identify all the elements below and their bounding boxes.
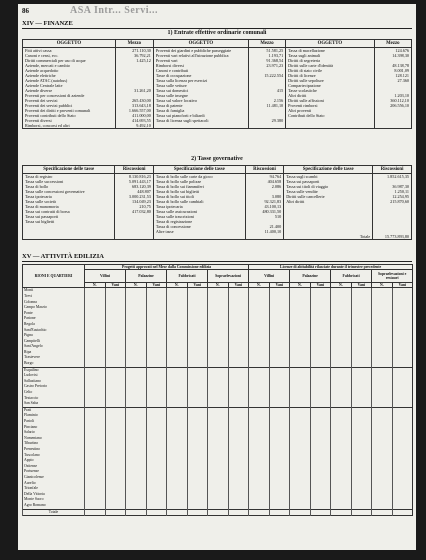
item-label: Compartecipazione [286, 83, 374, 88]
item-label: Tassa di manomorta [23, 204, 115, 209]
item-value [374, 123, 411, 129]
rione-name: Sant'Angelo [23, 344, 85, 350]
item-label: Tassa sulla licenza per esercizi [153, 78, 248, 83]
rione-name: Campitelli [23, 339, 85, 345]
item-label: Tassa di bollo sulle carte da gioco [153, 174, 245, 180]
rione-name: Portuense [23, 469, 85, 475]
item-label: Tassa sui contratti di borsa [23, 209, 115, 214]
column-header: Specificazione delle tasse [153, 166, 245, 174]
item-value: 448.807 [115, 189, 153, 194]
rione-name: Campo Marzio [23, 305, 85, 311]
item-value: 48.138,78 [374, 63, 411, 68]
item-value: 134.049,23 [115, 199, 153, 204]
item-label: Tassa di bollo [23, 184, 115, 189]
rione-name: Monti [23, 288, 85, 294]
item-value: 12.254,95 [373, 194, 412, 199]
column-header: Riscossioni [373, 166, 412, 174]
item-value: 14.398,30 [374, 53, 411, 58]
item-value: 94.764 [245, 174, 283, 180]
item-label: Tassa sugli animali [286, 53, 374, 58]
item-value: 480.331,50 [245, 209, 283, 214]
empty-cell [153, 234, 245, 240]
type-header: Fabbricati [167, 270, 208, 283]
item-value: 1.852.615,35 [373, 174, 412, 180]
item-value [248, 123, 285, 129]
rione-name: Pigna [23, 333, 85, 339]
item-label: Rimborsi diversi [153, 63, 248, 68]
type-header: Villini [249, 270, 290, 283]
rione-name: Prenestino [23, 447, 85, 453]
finance-table [22, 39, 412, 129]
rione-name: Gianicolense [23, 475, 85, 481]
total-cell [372, 509, 393, 516]
rione-name: Parione [23, 316, 85, 322]
item-label: Tassa sui titoli di viaggio [284, 184, 373, 189]
total-cell [290, 509, 311, 516]
item-label: Aziende acquedotto [23, 68, 116, 73]
rione-name: Flaminio [23, 413, 85, 419]
total-cell [208, 509, 229, 516]
rione-name: Celio [23, 390, 85, 396]
rione-name: Agro Romano [23, 503, 85, 509]
document-page [18, 4, 416, 550]
type-header: Palazzine [126, 270, 167, 283]
rione-name: San Saba [23, 401, 85, 407]
item-value: 23.971,23 [248, 63, 285, 68]
item-label: Tassa sulle assicurazioni [153, 209, 245, 214]
total-label: Totale [284, 234, 373, 240]
item-label: Tassa sulle successioni [23, 179, 115, 184]
item-label: Tassa sul valore locativo [153, 98, 248, 103]
item-label: Tassa sulle insegne [153, 93, 248, 98]
column-header: OGGETTO [23, 40, 116, 48]
total-cell [331, 509, 352, 516]
item-value: 1.250,11 [373, 189, 412, 194]
item-label [153, 123, 248, 129]
n-header: N. [208, 283, 229, 288]
item-value: 3.080 [245, 194, 283, 199]
item-label: Fitti attivi cassa [23, 48, 116, 54]
watermark: ASA Intr... Servi... [70, 5, 158, 16]
item-value: 51.581,25 [248, 48, 285, 54]
item-label: Proventi rimborsi [286, 103, 374, 108]
n-header: N. [167, 283, 188, 288]
section-rule [22, 261, 412, 262]
item-value: 27.360 [374, 78, 411, 83]
type-header: Palazzine [290, 270, 331, 283]
total-label: Totale [23, 509, 85, 516]
item-value: 15.222.554 [248, 73, 285, 78]
item-value: 43.100,13 [245, 204, 283, 209]
item-label: Tasse scolastiche [286, 88, 374, 93]
item-value: 210,75 [115, 204, 153, 209]
item-label: Diritti sulle affissioni [286, 98, 374, 103]
item-label: Aziende Centrale latte [23, 83, 116, 88]
item-value: 1.425,12 [115, 58, 153, 63]
rione-name: Salario [23, 430, 85, 436]
type-header: Villini [85, 270, 126, 283]
rione-name: Appio [23, 458, 85, 464]
total-cell [126, 509, 147, 516]
item-label: Aziende, mercati e cambio [23, 63, 116, 68]
vani-header: Vani [310, 283, 331, 288]
item-label: Tassa di bollo sulle cambiali [153, 199, 245, 204]
rione-name: Della Vittoria [23, 492, 85, 498]
header-row [23, 40, 412, 48]
n-header: N. [85, 283, 106, 288]
rione-name: Sant'Eustachio [23, 328, 85, 334]
empty-cell [23, 234, 115, 240]
item-value: 8.001,09 [374, 68, 411, 73]
vani-header: Vani [105, 283, 126, 288]
item-value: 3.000.231,53 [115, 194, 153, 199]
building-table [22, 264, 413, 516]
rione-name: Pinciano [23, 425, 85, 431]
rione-name: Nomentano [23, 436, 85, 442]
rione-name: Trevi [23, 294, 85, 300]
rione-name: Testaccio [23, 396, 85, 402]
rioni-header: RIONI E QUARTIERI [23, 265, 85, 288]
rione-name: Ripa [23, 350, 85, 356]
item-label: Tassa sulle vetture [153, 83, 248, 88]
section-title-building: XV — ATTIVITÀ EDILIZIA [22, 253, 104, 260]
total-cell [85, 509, 106, 516]
rione-name: Tiburtino [23, 441, 85, 447]
item-value: 414.693,55 [115, 118, 153, 123]
item-label: Proventi dei servizi pubblici [23, 103, 116, 108]
item-value: 11.400,10 [245, 229, 283, 234]
column-header: Mezzo [374, 40, 411, 48]
column-header: Mezzo [115, 40, 153, 48]
item-label: Proventi contributi dello Stato [23, 113, 116, 118]
item-label: Altre tasse [153, 229, 245, 234]
item-label: Tassa di registrazione [153, 219, 245, 224]
item-value: 91.368,54 [248, 58, 285, 63]
page-header [22, 6, 410, 18]
item-label: Contributi dello Stato [286, 113, 374, 118]
total-value: 15.773.893,80 [373, 234, 412, 240]
rione-name: Sallustiano [23, 379, 85, 385]
item-value: 271.110,30 [115, 48, 153, 54]
item-label: Tassa sui biglietti [23, 219, 115, 224]
item-value: 404.658 [245, 179, 283, 184]
item-label: Diritti di stato civile [286, 68, 374, 73]
rione-name: Trastevere [23, 355, 85, 361]
vani-header: Vani [392, 283, 413, 288]
item-label: Proventi dei diritti e proventi comunali [23, 108, 116, 113]
n-header: N. [290, 283, 311, 288]
rione-name: Trionfale [23, 486, 85, 492]
group-header-projects: Progetti approvati nel Mese dalla Commissione edilizia [85, 265, 249, 270]
finance-subtitle: 1) Entrate effettive ordinarie comunali [167, 30, 267, 36]
total-cell [146, 509, 167, 516]
total-cell [269, 509, 290, 516]
rione-name: Prati [23, 407, 85, 413]
item-label: Proventi per concessioni di aziende [23, 93, 116, 98]
item-label: Aziende ATAC (autobus) [23, 78, 116, 83]
page-number: 86 [22, 7, 29, 15]
item-value: 11.481,10 [248, 103, 285, 108]
item-value: 92.321,83 [245, 199, 283, 204]
item-label: Tassa sulle trascrizioni [153, 214, 245, 219]
rione-name: Aurelio [23, 481, 85, 487]
empty-cell [115, 234, 153, 240]
item-label: Diritti di licenze [286, 73, 374, 78]
item-value: 5.091.443,17 [115, 179, 153, 184]
column-header: Specificazione delle tasse [284, 166, 373, 174]
item-label: Diritti commerciali per uso di acque [23, 58, 116, 63]
item-label: Proventi dei giardini e pubbliche passeggiate [153, 48, 248, 54]
column-header: Mezzo [248, 40, 285, 48]
n-header: N. [372, 283, 393, 288]
item-value: 265.430,00 [115, 98, 153, 103]
item-label: Tassa sulle concessioni governative [23, 189, 115, 194]
empty-cell [245, 234, 283, 240]
taxes-table [22, 165, 412, 240]
item-label: Diritti sulle cancellerie [284, 194, 373, 199]
item-label: Canoni e censi, ecc. [23, 53, 116, 58]
item-label: Aziende diverse [23, 88, 116, 93]
item-value: 1.193,71 [248, 53, 285, 58]
column-header: Riscossioni [115, 166, 153, 174]
item-label: Tassa di bollo sui fiammiferi [153, 184, 245, 189]
item-label: Canoni e contributi [153, 68, 248, 73]
item-value: 2.086 [245, 184, 283, 189]
item-label: Altri diritti [284, 199, 373, 204]
total-cell [105, 509, 126, 516]
total-row [23, 509, 413, 516]
item-value: 9.492,10 [115, 123, 153, 129]
column-header: Specificazione delle tasse [23, 166, 115, 174]
item-value: 1.666.557,00 [115, 108, 153, 113]
item-label: Tassa di famiglia [153, 108, 248, 113]
item-label: Diritti di segreteria [286, 58, 374, 63]
item-value: 8.130.816,23 [115, 174, 153, 180]
item-label: Rimborsi, concorsi ed altri [23, 123, 116, 129]
column-header: OGGETTO [286, 40, 374, 48]
rione-name: Castro Pretorio [23, 384, 85, 390]
item-label: Tassa di patente [153, 103, 248, 108]
rione-name: Ostiense [23, 464, 85, 470]
item-label: Altri proventi [286, 108, 374, 113]
column-header: OGGETTO [153, 40, 248, 48]
section-rule [22, 28, 412, 29]
total-cell [392, 509, 413, 516]
item-label: Tassa di bollo sui titoli [153, 194, 245, 199]
item-label: Tassa ipotecaria [23, 194, 115, 199]
item-label: Tassa sugli scambi [284, 174, 373, 180]
item-label: Tassa sui domestici [153, 88, 248, 93]
item-label: Tassa sulle vendite [284, 189, 373, 194]
total-cell [310, 509, 331, 516]
item-label: Diritti sulle carte d'identità [286, 63, 374, 68]
item-label: Proventi vari [153, 58, 248, 63]
item-label: Tasse di occupazione [153, 73, 248, 78]
vani-header: Vani [187, 283, 208, 288]
type-header: Sopraelevazioni [208, 270, 249, 283]
rione-name: Monte Sacro [23, 497, 85, 503]
vani-header: Vani [146, 283, 167, 288]
rione-name: Borgo [23, 361, 85, 367]
item-label: Tassa di bollo sulle polizze [153, 179, 245, 184]
item-value: 31.261,20 [115, 88, 153, 93]
item-label: Tassa di licenza sugli spettacoli [153, 118, 248, 123]
rione-name: Ludovisi [23, 373, 85, 379]
item-value: 124.676 [374, 48, 411, 54]
item-value: 415 [248, 88, 285, 93]
item-value: 36.987,30 [373, 184, 412, 189]
item-value: 510 [245, 214, 283, 219]
type-header: Fabbricati [331, 270, 372, 283]
item-label: Proventi dei servizi [23, 98, 116, 103]
total-cell [351, 509, 372, 516]
rione-name: Regola [23, 322, 85, 328]
column-header: Riscossioni [245, 166, 283, 174]
total-cell [187, 509, 208, 516]
item-value: 683.120,39 [115, 184, 153, 189]
type-header: Sopraelevazioni e restauri [372, 270, 413, 283]
n-header: N. [249, 283, 270, 288]
item-label: Tassa di concessione [153, 224, 245, 229]
rione-name: Colonna [23, 300, 85, 306]
item-label: Aziende elettriche [23, 73, 116, 78]
rione-name: Tuscolano [23, 453, 85, 459]
section-title-finance: XIV — FINANZE [22, 20, 73, 27]
item-value: 411.000,00 [115, 113, 153, 118]
item-value: 360.112,10 [374, 98, 411, 103]
item-label: Tassa sui passaporti [23, 214, 115, 219]
item-value: 206.556,10 [374, 103, 411, 108]
item-label: Tassa sui passaporti [284, 179, 373, 184]
item-label: Tassa sulle società [23, 199, 115, 204]
item-value: 313.643,18 [115, 103, 153, 108]
item-value: 417.032,80 [115, 209, 153, 214]
total-cell [228, 509, 249, 516]
item-label: Tassa sui pianoforti e biliardi [153, 113, 248, 118]
item-label: Proventi vari relativi all'istruzione pubblica [153, 53, 248, 58]
item-label: Tassa ipotecaria [153, 204, 245, 209]
item-label: Tassa di bollo sui biglietti [153, 189, 245, 194]
header-row [23, 166, 412, 174]
vani-header: Vani [351, 283, 372, 288]
item-label: Diritti sulle sepolture [286, 78, 374, 83]
n-header: N. [126, 283, 147, 288]
table-row [23, 123, 412, 129]
item-value: 29.380 [248, 118, 285, 123]
total-cell [167, 509, 188, 516]
item-value: 2.156 [248, 98, 285, 103]
item-value: 21.400 [245, 224, 283, 229]
rione-name: Ponte [23, 311, 85, 317]
total-cell [249, 509, 270, 516]
vani-header: Vani [228, 283, 249, 288]
item-label: Altri diritti [286, 93, 374, 98]
item-label: Tassa di macellazione [286, 48, 374, 54]
vani-header: Vani [269, 283, 290, 288]
item-label: Tassa di registro [23, 174, 115, 180]
n-header: N. [331, 283, 352, 288]
rione-name: Parioli [23, 419, 85, 425]
item-value: 128.121 [374, 73, 411, 78]
rione-name: Esquilino [23, 367, 85, 373]
item-value: 1.203,10 [374, 93, 411, 98]
item-label [286, 123, 374, 129]
item-value: 36.792,21 [115, 53, 153, 58]
taxes-subtitle: 2) Tasse governative [191, 156, 243, 162]
item-value: 215.870,60 [373, 199, 412, 204]
total-row [23, 234, 412, 240]
item-label: Proventi diversi [23, 118, 116, 123]
group-header-licenses: Licenze di abitabilità rilasciate durante il trimestre precedente [249, 265, 413, 270]
